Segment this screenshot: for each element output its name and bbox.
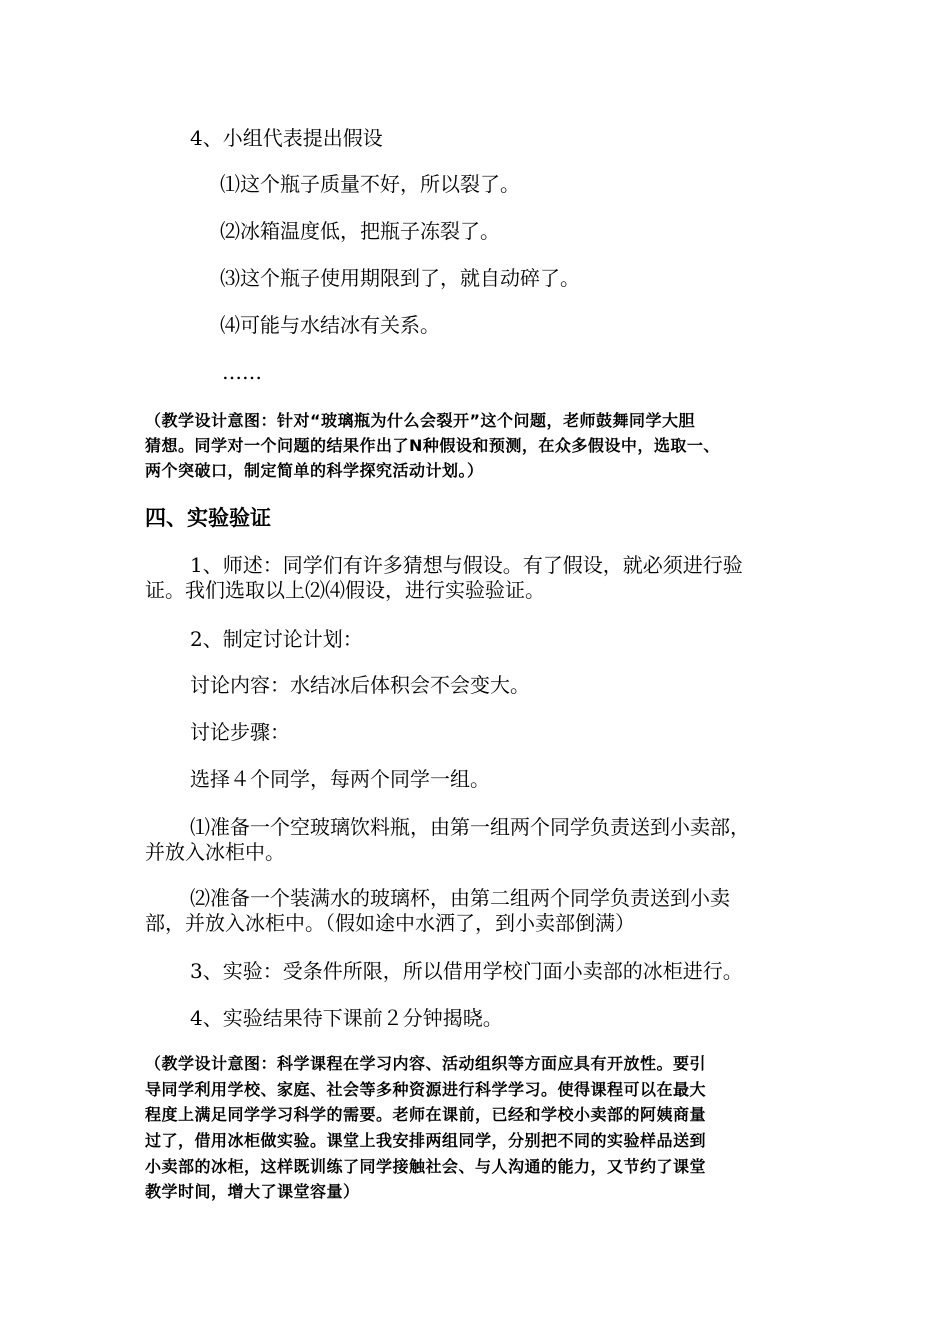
note-line: 程度上满足同学学习科学的需要。老师在课前，已经和学校小卖部的阿姨商量 bbox=[145, 1105, 707, 1124]
paragraph: 证。我们选取以上⑵⑷假设，进行实验验证。 bbox=[145, 578, 545, 602]
paragraph: 选择４个同学，每两个同学一组。 bbox=[190, 767, 490, 791]
note-line: 小卖部的冰柜，这样既训练了同学接触社会、与人沟通的能力，又节约了课堂 bbox=[145, 1157, 707, 1176]
note-line: （教学设计意图：针对“玻璃瓶为什么会裂开”这个问题，老师鼓舞同学大胆 bbox=[145, 411, 696, 430]
note-line: 过了，借用冰柜做实验。课堂上我安排两组同学，分别把不同的实验样品送到 bbox=[145, 1131, 707, 1150]
note-line: 导同学利用学校、家庭、社会等多种资源进行科学学习。使得课程可以在最大 bbox=[145, 1080, 707, 1099]
paragraph: 讨论内容：水结冰后体积会不会变大。 bbox=[190, 673, 530, 697]
paragraph: 2、制定讨论计划： bbox=[190, 627, 363, 651]
hypothesis-3: ⑶这个瓶子使用期限到了，就自动碎了。 bbox=[220, 266, 580, 290]
note-line: 两个突破口，制定简单的科学探究活动计划。） bbox=[145, 461, 484, 480]
hypothesis-4: ⑷可能与水结冰有关系。 bbox=[220, 313, 440, 337]
paragraph: 4、实验结果待下课前２分钟揭晓。 bbox=[190, 1006, 503, 1030]
note-line: 猜想。同学对一个问题的结果作出了N种假设和预测，在众多假设中，选取一、 bbox=[145, 436, 720, 455]
section-heading: 四、实验验证 bbox=[145, 505, 271, 530]
paragraph: 部，并放入冰柜中。（假如途中水洒了，到小卖部倒满） bbox=[145, 911, 635, 935]
paragraph: 讨论步骤： bbox=[190, 720, 290, 744]
hypothesis-ellipsis: …… bbox=[222, 360, 262, 384]
paragraph: 1、师述：同学们有许多猜想与假设。有了假设，就必须进行验 bbox=[190, 553, 743, 577]
note-line: （教学设计意图：科学课程在学习内容、活动组织等方面应具有开放性。要引 bbox=[145, 1054, 707, 1073]
hypothesis-1: ⑴这个瓶子质量不好，所以裂了。 bbox=[220, 172, 520, 196]
paragraph: ⑵准备一个装满水的玻璃杯，由第二组两个同学负责送到小卖 bbox=[190, 886, 730, 910]
step-4-title: 4、小组代表提出假设 bbox=[190, 126, 383, 150]
paragraph: ⑴准备一个空玻璃饮料瓶，由第一组两个同学负责送到小卖部， bbox=[190, 815, 750, 839]
note-line: 教学时间，增大了课堂容量） bbox=[145, 1182, 360, 1201]
paragraph: 3、实验：受条件所限，所以借用学校门面小卖部的冰柜进行。 bbox=[190, 959, 743, 983]
paragraph: 并放入冰柜中。 bbox=[145, 840, 285, 864]
hypothesis-2: ⑵冰箱温度低，把瓶子冻裂了。 bbox=[220, 219, 500, 243]
